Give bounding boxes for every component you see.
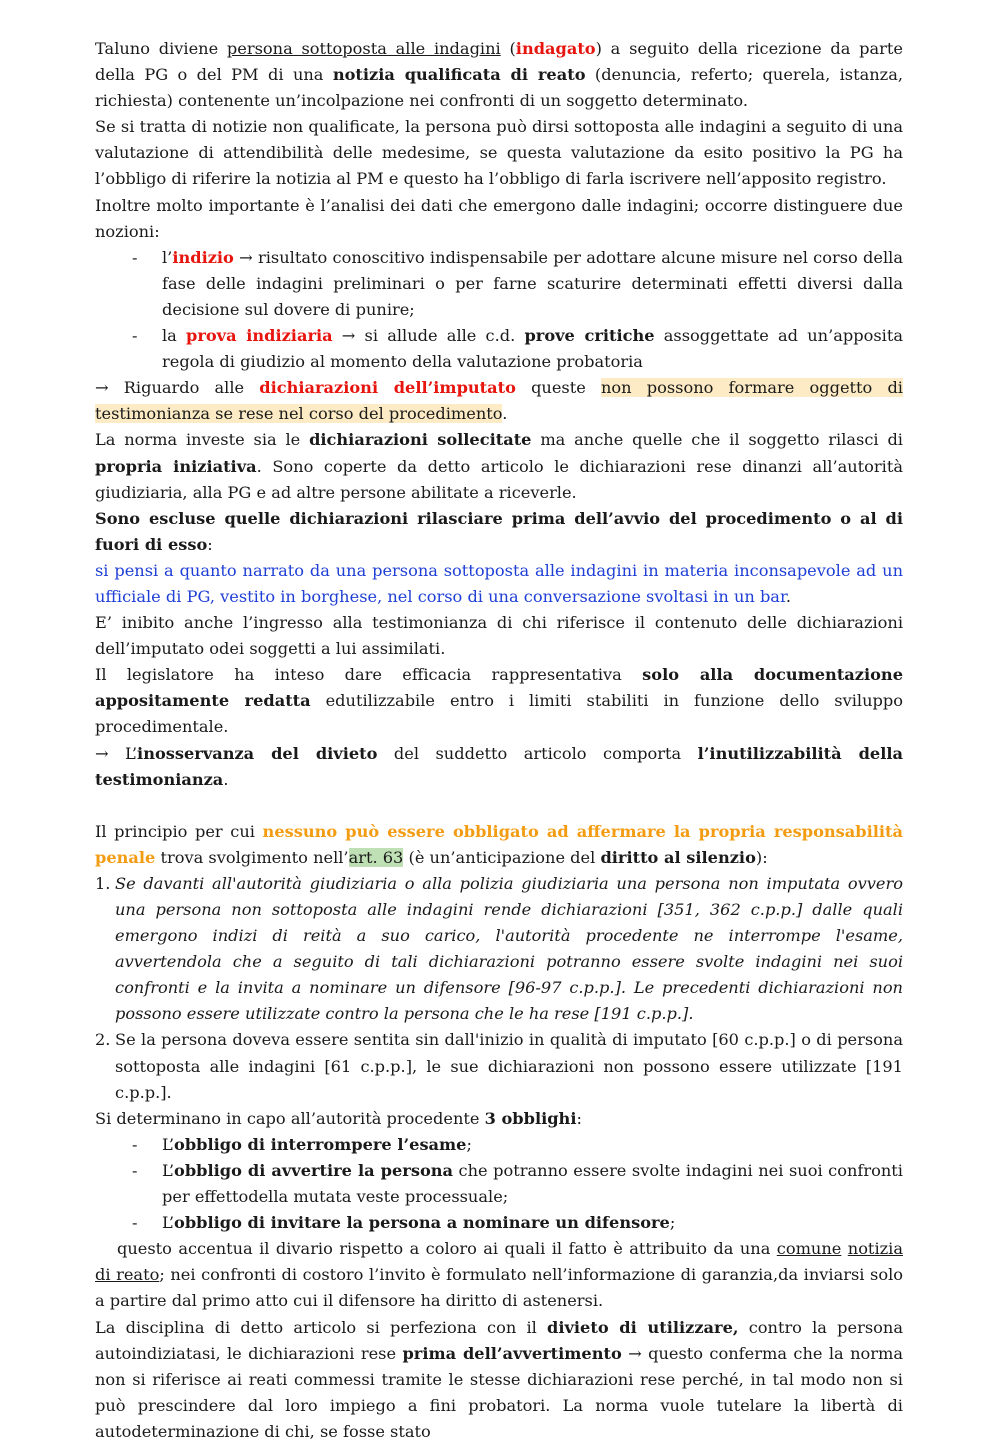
text: . [502,404,508,424]
text: → questo conferma che la norma non si riferisce ai reati commessi tramite le stesse dichiarazioni rese perché, in tal modo non si può prescindere dal loro impiego a fini probatori. La norma vuole tutelare la libertà di autodeterminazione di chi, se fosse stato [95,1343,903,1441]
text: del suddetto articolo comporta [377,743,698,763]
list-item [162,1158,903,1210]
text: contro la persona autoindiziatasi, le dichiarazioni rese [95,1317,903,1363]
text: ma anche quelle che il soggetto rilasci di [531,430,903,450]
paragraph-principio [95,819,903,871]
list-item [162,1210,903,1236]
text: → L’ [95,743,138,763]
text: questo accentua il divario rispetto a coloro ai quali il fatto è attribuito da una [117,1239,777,1259]
paragraph-disciplina [95,1315,903,1445]
paragraph-inosservanza [95,741,903,793]
text: . [785,586,792,606]
underlined-term: notizia di reato [95,1239,903,1285]
text: Il legislatore ha inteso dare efficacia rappresentativa [95,665,643,685]
italic-text: Se davanti all'autorità giudiziaria o alla polizia giudiziaria una persona non imputata ovvero una persona non sottoposta alle indagini rende dichiarazioni [351, 362 c.p.p.] dalle quali emergono indizi di reità a suo carico, l'autorità procedente ne interrompe l'esame, avvertendola che a seguito di tali dichiarazioni potranno essere svolte indagini nei suoi confronti e la invita a nominare un difensore [96-97 c.p.p.]. Le precedenti dichiarazioni non possono essere utilizzate contro la persona che le ha rese [191 c.p.p.]. [115,873,903,1024]
text: L’ [162,1160,175,1180]
bold-term: divieto di utilizzare, [547,1317,739,1337]
text: : [576,1108,582,1128]
underlined-term: comune [776,1239,842,1259]
text: ( [500,39,516,58]
paragraph-indagato [95,36,903,114]
bold-term: prove critiche [524,326,655,346]
document-page [95,36,903,1445]
bold-term: notizia qualificata di reato [332,65,586,85]
paragraph-dichiarazioni [95,375,903,427]
paragraph-obblighi [95,1106,903,1132]
list-item [162,323,903,375]
text: ): [755,847,768,867]
text: ) a seguito della ricezione da parte della PG o del PM di una [95,39,904,85]
text: . Sono coperte da detto articolo le dichiarazioni rese dinanzi all’autorità giudiziaria, alla PG e ad altre persone abilitate a riceverle. [95,456,904,502]
text: l’ [162,247,173,267]
bold-term: dichiarazioni sollecitate [309,430,532,450]
text: L’ [162,1134,175,1154]
paragraph-legislatore [95,662,903,740]
bold-term: diritto al silenzio [600,847,756,867]
text: Se la persona doveva essere sentita sin dall'inizio in qualità di imputato [60 c.p.p.] o di persona sottoposta alle indagini [61 c.p.p.], le sue dichiarazioni non possono essere utilizzate [191 c.p.p.]. [115,1030,903,1102]
list-number: 2. [95,1030,111,1050]
text: (è un’anticipazione del [403,847,601,867]
bold-term: l’inutilizzabilità della testimonianza [95,743,904,789]
underlined-term: persona sottoposta alle indagini [226,39,501,58]
paragraph-norma [95,427,903,505]
text: edutilizzabile entro i limiti stabiliti in funzione dello sviluppo procedimentale. [95,691,903,737]
list-item [95,871,903,1028]
bold-term: inosservanza del divieto [137,743,378,763]
text: La norma investe sia le [95,430,310,450]
obblighi-list [95,1132,903,1236]
list-item [162,245,903,323]
text: che potranno essere svolte indagini nei suoi confronti per effettodella mutata veste processuale; [162,1160,903,1207]
red-term-indizio: indizio [172,247,234,267]
bold-term: 3 obblighi [484,1108,577,1128]
bold-term: prima dell’avvertimento [402,1343,622,1363]
text: Si determinano in capo all’autorità procedente [95,1108,485,1128]
paragraph-escluse [95,506,903,610]
red-term: dichiarazioni dell’imputato [259,378,516,398]
highlighted-article: art. 63 [348,847,404,867]
bold-term: obbligo di invitare la persona a nominare un difensore [174,1213,670,1233]
text: : [207,534,213,554]
text: → risultato conoscitivo indispensabile per adottare alcune misure nel corso della fase delle indagini preliminari o per farne scaturire determinati effetti diversi dalla decisione sul dovere di punire; [162,247,903,319]
paragraph-inibito: E’ inibito anche l’ingresso alla testimonianza di chi riferisce il contenuto delle dichiarazioni dell’imputato odei soggetti a lui assimilati. [95,613,903,659]
text: queste [515,378,601,398]
paragraph-divario [95,1236,903,1314]
text: assoggettate ad un’apposita regola di giudizio al momento della valutazione probatoria [162,326,903,372]
orange-term: nessuno può essere obbligato ad affermare la propria responsabilità penale [95,821,903,867]
bold-term: propria iniziativa [95,456,257,476]
list-number: 1. [95,873,111,893]
text: trova svolgimento nell’ [155,847,349,867]
paragraph-notizie: Se si tratta di notizie non qualificate, la persona può dirsi sottoposta alle indagini a seguito di una valutazione di attendibilità delle medesime, se questa valutazione da esito positivo la PG ha l’obbligo di riferire la notizia al PM e questo ha l’obbligo di farla iscrivere nell’apposito registro. [95,117,903,189]
bold-sentence: Sono escluse quelle dichiarazioni rilasciare prima dell’avvio del procedimento o al di fuori di esso [95,508,903,554]
text: ; [466,1134,472,1154]
text: (denuncia, referto; querela, istanza, richiesta) contenente un’incolpazione nei confronti di un soggetto determinato. [95,65,903,111]
paragraph-nozioni: Inoltre molto importante è l’analisi dei dati che emergono dalle indagini; occorre distinguere due nozioni: [95,195,903,241]
text: La disciplina di detto articolo si perfeziona con il [95,1317,548,1337]
nozioni-list [95,245,903,375]
text: ; nei confronti di costoro l’invito è formulato nell’informazione di garanzia,da inviarsi solo a partire dal primo atto cui il difensore ha diritto di astenersi. [95,1265,904,1311]
red-term-prova-indiziaria: prova indiziaria [186,326,333,346]
bold-term: solo alla documentazione appositamente redatta [95,665,904,711]
bold-term: obbligo di avvertire la persona [174,1160,453,1180]
text: ; [669,1213,676,1233]
list-item [162,1132,903,1158]
list-item [95,1027,903,1105]
text: → si allude alle c.d. [332,326,525,346]
article-63-list [95,871,903,1106]
text: Il principio per cui [95,821,263,841]
text: la [162,326,187,346]
text: L’ [162,1213,175,1233]
red-term-indagato: indagato [515,39,596,58]
spacer [95,793,903,819]
text: → Riguardo alle [95,378,260,398]
blue-example: si pensi a quanto narrato da una persona sottoposta alle indagini in materia inconsapevole ad un ufficiale di PG, vestito in borghese, nel corso di una conversazione svoltasi in un bar [95,560,903,606]
text: Taluno diviene [95,39,227,58]
highlighted-text: non possono formare oggetto di testimonianza se rese nel corso del procedimento [95,378,903,424]
text: . [223,769,229,789]
bold-term: obbligo di interrompere l’esame [174,1134,467,1154]
